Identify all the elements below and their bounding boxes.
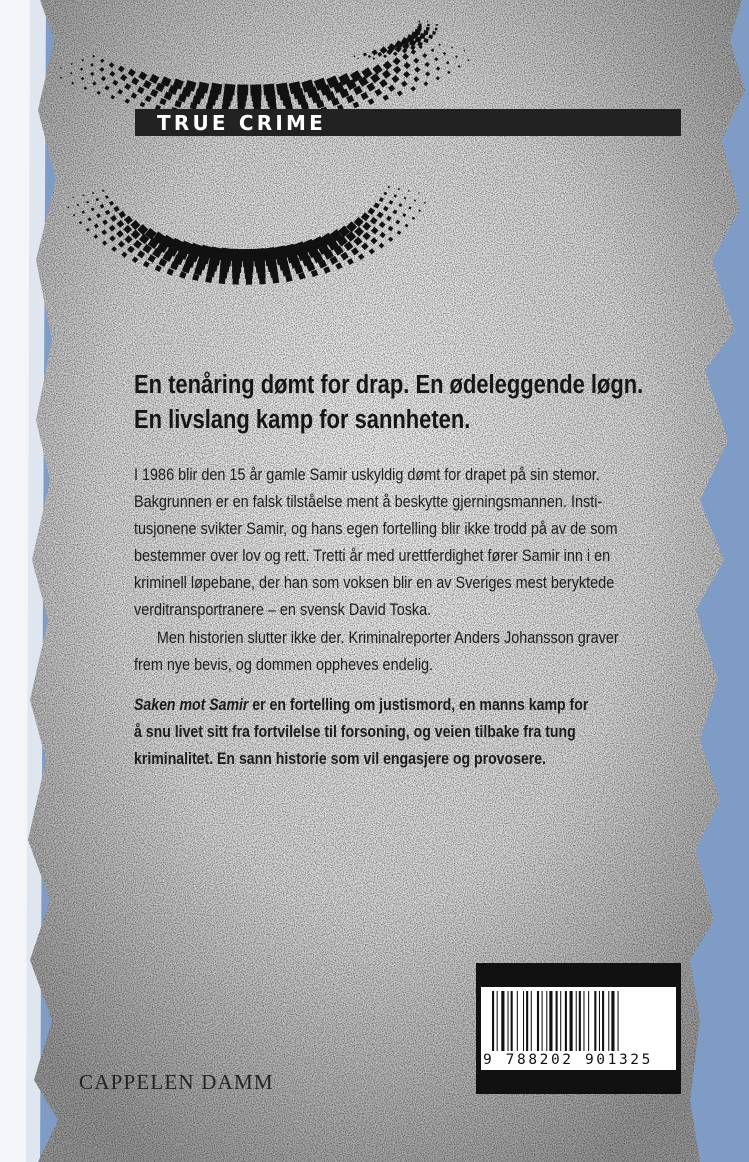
summary-line-1-rest: er en fortelling om justismord, en manns kamp for [248,696,589,714]
halftone-dot [149,74,159,84]
blurb-line: bestemmer over lov og rett. Tretti år med urettferdighet fører Samir inn i en [134,547,611,566]
halftone-dot [382,70,391,79]
halftone-dot [82,211,85,214]
summary-line-2: å snu livet sitt fra fortvilelse til forsoning, og veien tilbake fra tung [134,723,576,742]
barcode-bar [501,991,504,1051]
halftone-dot [361,212,370,221]
halftone-dot [383,54,387,58]
halftone-dot [393,210,398,215]
halftone-dot [368,55,371,58]
halftone-dot [401,81,408,88]
halftone-dot [397,90,403,96]
barcode-bar [531,991,532,1051]
halftone-dot [94,224,99,229]
barcode-bar [618,991,619,1051]
halftone-dot [426,27,430,31]
halftone-dot [379,232,385,238]
halftone-dot [82,195,84,197]
halftone-dot [370,237,377,244]
halftone-dot [86,201,89,204]
barcode-bar [549,991,552,1051]
halftone-dot [219,270,227,278]
blurb-line: kriminell løpebane, der han som voksen blir en av Sveriges mest beryktede [134,574,615,593]
halftone-dot [358,253,365,260]
halftone-dot [102,219,108,225]
halftone-dot [370,73,380,83]
barcode-bar [560,991,561,1051]
halftone-dot [388,186,390,188]
halftone-dot [101,76,106,81]
halftone-dot [80,68,83,71]
halftone-dot [427,21,428,22]
halftone-dot [246,278,252,284]
halftone-dot [86,228,90,232]
halftone-dot [120,74,127,81]
halftone-dot [379,197,384,202]
halftone-dot [414,199,416,201]
halftone-dot [443,52,446,55]
barcode-bar [556,991,558,1051]
halftone-dot [133,240,142,249]
halftone-swirl-graphic [0,0,749,340]
halftone-dot [458,65,461,68]
blurb-line: Bakgrunnen er en falsk tilståelse ment å beskytte gjerningsmannen. Insti- [134,493,603,512]
halftone-dot [425,62,430,67]
halftone-dot [436,24,438,26]
halftone-dot [118,211,126,219]
tagline-line-2: En livslang kamp for sannheten. [134,406,471,434]
halftone-dot [192,274,199,281]
halftone-dot [206,268,215,277]
barcode-bar [523,991,524,1051]
halftone-dot [431,48,435,52]
halftone-dot [105,210,110,215]
barcode-bar [526,991,528,1051]
summary-text [134,692,667,773]
halftone-dot [105,195,109,199]
halftone-dot [123,225,132,234]
halftone-dot [389,200,393,204]
halftone-dot [362,232,370,240]
halftone-dot [393,66,401,74]
blurb-line: I 1986 blir den 15 år gamle Samir uskyldig dømt for drapet på sin stemor. [134,466,600,484]
halftone-dot [92,55,95,58]
halftone-dot [412,217,415,220]
summary-line-1 [134,692,667,719]
halftone-dot [232,278,239,285]
halftone-dot [270,269,279,278]
halftone-dot [150,89,158,97]
halftone-dot [71,63,73,65]
halftone-dot [377,212,384,219]
halftone-dot [155,265,162,272]
halftone-dot [428,34,433,39]
isbn-number: 9 788202 901325 [483,1052,653,1068]
halftone-dot [403,71,410,78]
halftone-dot [347,258,354,265]
halftone-dot [368,98,375,105]
halftone-dot [410,86,415,91]
barcode-bar [517,991,518,1051]
halftone-dot [143,261,150,268]
halftone-dot [137,86,145,94]
halftone-dot [96,198,99,201]
halftone-dot [285,275,292,282]
halftone-dot [340,252,349,261]
halftone-dot [118,65,125,72]
halftone-dot [109,62,115,68]
barcode-bar [602,991,604,1051]
halftone-dot [353,237,362,246]
blurb-line: frem nye bevis, og dommen oppheves endelig. [134,655,434,674]
barcode-bar [608,991,609,1051]
halftone-dot [109,225,116,232]
halftone-dot [388,237,393,242]
halftone-dot [121,252,127,258]
halftone-dot [112,80,118,86]
halftone-dot [410,45,416,51]
barcode-bar [579,991,581,1051]
halftone-dot [394,194,397,197]
halftone-dot [60,77,62,79]
halftone-dot [179,271,186,278]
barcode-bar [565,991,567,1051]
halftone-dot [446,61,449,64]
halftone-dot [109,201,114,206]
barcode-bar [508,991,509,1051]
halftone-dot [413,76,419,82]
halftone-dot [232,271,240,279]
halftone-dot [353,55,355,57]
halftone-dot [436,76,440,80]
book-title: Saken mot Samir [134,696,249,714]
halftone-dot [335,262,342,269]
barcode-bar [497,991,498,1051]
halftone-dot [82,59,85,62]
halftone-dot [132,256,139,263]
halftone-dot [424,202,426,204]
halftone-dot [137,250,145,258]
halftone-dot [383,95,389,101]
halftone-dot [404,197,407,200]
halftone-dot [124,216,133,225]
halftone-dot [463,50,465,52]
halftone-dot [372,49,378,55]
halftone-dot [371,227,379,235]
halftone-dot [124,235,132,243]
halftone-dot [451,47,453,49]
halftone-dot [467,59,469,61]
halftone-dot [388,226,394,232]
halftone-dot [383,206,388,211]
halftone-dot [393,57,401,65]
halftone-dot [110,215,117,222]
halftone-dot [323,266,330,273]
halftone-dot [128,69,136,77]
halftone-dot [298,272,305,279]
halftone-dot [379,79,388,88]
halftone-dot [402,213,406,217]
halftone-dot [361,243,369,251]
barcode-bar [583,991,584,1051]
halftone-dot [379,221,386,228]
halftone-dot [100,59,104,63]
halftone-dot [418,209,421,212]
halftone-dot [79,221,82,224]
halftone-dot [438,43,440,45]
halftone-dot [257,270,265,278]
halftone-dot [395,220,400,225]
halftone-dot [393,51,398,56]
halftone-dot [97,91,101,95]
barcode-icon [492,991,666,1051]
halftone-dot [113,206,119,212]
halftone-dot [368,207,375,214]
barcode-bar [511,991,513,1051]
halftone-dot [73,214,76,217]
halftone-dot [143,80,152,89]
halftone-dot [455,55,458,58]
halftone-dot [138,71,147,80]
halftone-dot [219,277,226,284]
halftone-dot [272,277,279,284]
halftone-dot [159,98,166,105]
halftone-dot [118,241,125,248]
halftone-dot [90,63,94,67]
barcode-bar [492,991,494,1051]
halftone-dot [447,71,451,75]
halftone-dot [388,85,395,92]
halftone-dot [174,100,181,107]
halftone-dot [408,190,410,192]
halftone-dot [366,82,375,91]
barcode-bar [546,991,547,1051]
halftone-dot [419,21,421,23]
halftone-dot [408,206,411,209]
halftone-dot [353,102,360,109]
halftone-dot [127,246,135,254]
halftone-dot [434,57,438,61]
halftone-dot [397,230,402,235]
halftone-dot [436,66,440,70]
halftone-dot [117,89,123,95]
halftone-dot [403,62,410,69]
halftone-dot [109,71,115,77]
halftone-dot [99,67,104,72]
halftone-dot [405,224,409,228]
halftone-dot [145,95,152,102]
halftone-dot [374,88,382,96]
halftone-dot [369,248,375,254]
halftone-dot [109,235,115,241]
halftone-dot [90,72,94,76]
halftone-dot [399,203,403,207]
blurb-line: tusjonene svikter Samir, og hans egen fortelling blir ikke trodd på av de som [134,520,618,539]
barcode-bar [594,991,596,1051]
halftone-dot [96,213,101,218]
barcode-bar [570,991,573,1051]
halftone-dot [124,83,131,90]
halftone-dot [77,204,79,206]
halftone-dot [73,197,75,199]
halftone-dot [427,24,429,26]
halftone-dot [383,61,392,70]
halftone-dot [419,24,422,27]
halftone-dot [380,46,388,54]
halftone-dot [131,77,139,85]
halftone-dot [117,220,125,228]
halftone-dot [373,57,375,59]
halftone-dot [423,81,428,86]
halftone-dot [386,216,392,222]
halftone-dot [125,98,130,103]
halftone-dot [351,247,359,255]
halftone-dot [398,188,400,190]
halftone-dot [413,58,419,64]
halftone-dot [104,85,109,90]
blurb-text [134,462,671,679]
barcode-bar [576,991,577,1051]
halftone-dot [92,192,94,194]
halftone-dot [70,72,73,75]
halftone-dot [245,271,253,279]
halftone-dot [71,82,74,85]
halftone-dot [116,230,124,238]
halftone-dot [102,190,104,192]
genre-label: TRUE CRIME [157,111,326,135]
halftone-dot [377,52,382,57]
halftone-dot [432,31,436,35]
halftone-dot [363,52,367,56]
barcode-bar [611,991,614,1051]
halftone-dot [67,206,69,208]
halftone-dot [101,230,107,236]
halftone-dot [94,234,99,239]
halftone-dot [102,240,107,245]
halftone-dot [140,102,146,108]
halftone-dot [84,86,88,90]
halftone-dot [418,192,419,193]
halftone-dot [372,64,382,74]
halftone-dot [167,268,174,275]
blurb-line: verditransportranere – en svensk David Toska. [134,601,432,620]
tagline-line-1: En tenåring dømt for drap. En ødeleggende løgn. [134,371,644,399]
halftone-dot [370,217,378,225]
halftone-dot [100,204,104,208]
blurb-line: Men historien slutter ikke der. Kriminalreporter Anders Johansson graver [156,628,619,647]
halftone-dot [422,53,427,58]
halftone-dot [92,81,96,85]
barcode-bar [599,991,600,1051]
halftone-dot [362,222,371,231]
barcode-bar [542,991,543,1051]
halftone-dot [414,67,420,73]
halftone-dot [81,77,85,81]
halftone-dot [360,92,368,100]
halftone-dot [88,217,92,221]
halftone-dot [259,278,266,285]
halftone-dot [205,276,212,283]
barcode-bar [588,991,589,1051]
halftone-dot [379,243,385,249]
publisher-logo: CAPPELEN DAMM [79,1070,274,1094]
tagline [134,368,644,438]
halftone-dot [60,67,62,69]
halftone-dot [111,246,117,252]
halftone-dot [425,71,430,76]
halftone-dot [384,192,388,196]
halftone-dot [373,202,379,208]
halftone-dot [91,207,95,211]
summary-line-3: kriminalitet. En sann historie som vil engasjere og provosere. [134,750,547,769]
halftone-dot [311,270,318,277]
halftone-dot [357,58,359,60]
halftone-dot [110,95,115,100]
halftone-dot [391,75,399,83]
halftone-dot [131,92,137,98]
halftone-dot [435,28,438,31]
halftone-dot [402,53,409,60]
barcode-bar [537,991,539,1051]
